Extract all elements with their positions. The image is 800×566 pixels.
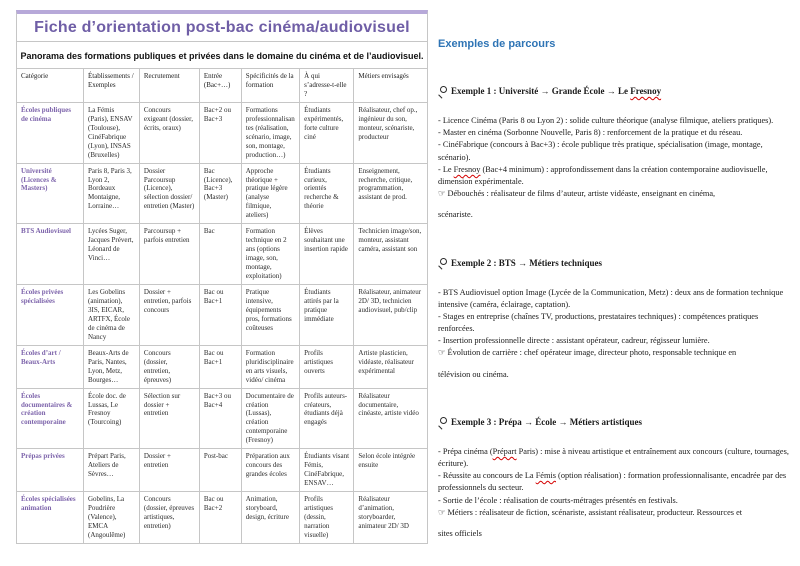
table-cell: Élèves souhaitant une insertion rapide (300, 224, 354, 285)
table-cell: Concours (dossier, entretien, épreuves) (139, 345, 199, 388)
example-paragraph: - Insertion professionnelle directe : assistant opérateur, cadreur, régisseur lumière. (438, 336, 710, 346)
table-cell: Prépart Paris, Ateliers de Sèvres… (83, 449, 139, 492)
table-cell: Dossier Parcoursup (Licence), sélection dossier/ entretien (Master) (139, 163, 199, 224)
header-cell: À qui s’adresse-t-elle ? (300, 69, 354, 103)
example-title: Exemple 1 : Université → Grande École → Le Fresnoy (438, 86, 794, 96)
example-paragraph: sites officiels (438, 528, 482, 538)
table-cell: Les Gobelins (animation), 3IS, EICAR, ARTFX, École de cinéma de Nancy (83, 285, 139, 346)
table-cell: Lycées Suger, Jacques Prévert, Léonard de Vinci… (83, 224, 139, 285)
examples-panel (438, 32, 794, 540)
table-cell: Étudiants expérimentés, forte culture ciné (300, 102, 354, 163)
category-cell: Prépas privées (17, 449, 84, 492)
table-cell: Bac+3 ou Bac+4 (199, 388, 241, 449)
sheet-title-box (16, 10, 428, 41)
table-row (17, 285, 428, 346)
header-cell: Recrutement (139, 69, 199, 103)
table-cell: Formation technique en 2 ans (options image, son, montage, exploitation) (241, 224, 299, 285)
table-cell: Concours (dossier, épreuves artistiques, entretien) (139, 492, 199, 544)
misspelled-word: Prépart (492, 446, 517, 456)
table-cell: Animation, storyboard, design, écriture (241, 492, 299, 544)
examples-heading: Exemples de parcours (438, 38, 556, 50)
table-cell: La Fémis (Paris), ENSAV (Toulouse), CinéFabrique (Lyon), INSAS (Bruxelles) (83, 102, 139, 163)
header-cell: Métiers envisagés (354, 69, 428, 103)
table-row (17, 345, 428, 388)
table-cell: Étudiants visant Fémis, CinéFabrique, ENSAV… (300, 449, 354, 492)
header-cell: Établissements / Exemples (83, 69, 139, 103)
table-cell: Gobelins, La Poudrière (Valence), EMCA (Angoulême) (83, 492, 139, 544)
table-cell: Concours exigeant (dossier, écrits, oraux) (139, 102, 199, 163)
table-cell: Réalisateur, animateur 2D/ 3D, technicien audiovisuel, pub/clip (354, 285, 428, 346)
table-cell: Paris 8, Paris 3, Lyon 2, Bordeaux Montaigne, Lorraine… (83, 163, 139, 224)
table-cell: École doc. de Lussas, Le Fresnoy (Tourcoing) (83, 388, 139, 449)
orientation-table (16, 68, 428, 544)
example-paragraph: - Stages en entreprise (chaînes TV, productions, prestataires techniques) : compétences pratiques renforcées. (438, 311, 759, 334)
table-cell: Beaux-Arts de Paris, Nantes, Lyon, Metz, Bourges… (83, 345, 139, 388)
table-cell: Étudiants curieux, orientés recherche & théorie (300, 163, 354, 224)
table-cell: Bac+2 ou Bac+3 (199, 102, 241, 163)
example-paragraph: - Le Fresnoy (Bac+4 minimum) : approfondissement dans la création contemporaine audiovisuelle, dimension expérimentale. (438, 164, 768, 186)
example-paragraphs (438, 115, 794, 222)
example-section (438, 86, 794, 222)
sheet-subtitle: Panorama des formations publiques et privées dans le domaine du cinéma et de l’audiovisuel. (20, 51, 424, 61)
table-cell: Enseignement, recherche, critique, programmation, assistant de prod. (354, 163, 428, 224)
orientation-sheet (16, 10, 428, 544)
magnifier-icon (438, 86, 447, 95)
magnifier-icon (438, 417, 447, 426)
table-cell: Bac ou Bac+2 (199, 492, 241, 544)
category-cell: Université (Licences & Masters) (17, 163, 84, 224)
table-cell: Selon école intégrée ensuite (354, 449, 428, 492)
category-cell: Écoles privées spécialisées (17, 285, 84, 346)
example-paragraph: - Licence Cinéma (Paris 8 ou Lyon 2) : solide culture théorique (analyse filmique, ateliers pratiques). (438, 116, 774, 125)
example-paragraphs (438, 446, 794, 540)
table-cell: Bac ou Bac+1 (199, 345, 241, 388)
table-cell: Réalisateur, chef op., ingénieur du son, monteur, scénariste, producteur (354, 102, 428, 163)
example-paragraphs (438, 287, 794, 381)
category-cell: BTS Audiovisuel (17, 224, 84, 285)
table-cell: Préparation aux concours des grandes écoles (241, 449, 299, 492)
magnifier-icon (438, 258, 447, 267)
example-paragraph: scénariste. (438, 210, 473, 220)
table-row (17, 163, 428, 224)
table-cell: Bac ou Bac+1 (199, 285, 241, 346)
table-cell: Profils artistiques ouverts (300, 345, 354, 388)
category-cell: Écoles documentaires & création contemporaine (17, 388, 84, 449)
table-cell: Formation pluridisciplinaire en arts visuels, vidéo/ cinéma (241, 345, 299, 388)
examples-sections (438, 86, 794, 540)
page-title: Fiche d’orientation post-bac cinéma/audiovisuel (34, 19, 410, 36)
category-cell: Écoles d’art / Beaux-Arts (17, 345, 84, 388)
misspelled-word: Fresnoy (453, 164, 481, 174)
table-cell: Post-bac (199, 449, 241, 492)
table-cell: Profils auteurs-créateurs, étudiants déjà engagés (300, 388, 354, 449)
example-paragraph: ☞ Métiers : réalisateur de fiction, scénariste, assistant réalisateur, producteur. Ressources et (438, 507, 743, 517)
table-cell: Technicien image/son, monteur, assistant caméra, assistant son (354, 224, 428, 285)
table-row (17, 449, 428, 492)
table-cell: Parcoursup + parfois entretien (139, 224, 199, 285)
table-header-row (17, 69, 428, 103)
example-paragraph: - Sortie de l’école : réalisation de courts-métrages présentés en festivals. (438, 495, 678, 505)
table-cell: Dossier + entretien (139, 449, 199, 492)
table-cell: Documentaire de création (Lussas), création contemporaine (Fresnoy) (241, 388, 299, 449)
table-cell: Profils artistiques (dessin, narration visuelle) (300, 492, 354, 544)
table-cell: Dossier + entretien, parfois concours (139, 285, 199, 346)
header-cell: Entrée (Bac+…) (199, 69, 241, 103)
example-section (438, 258, 794, 381)
example-paragraph: - Master en cinéma (Sorbonne Nouvelle, Paris 8) : renforcement de la pratique et du réseau. (438, 128, 743, 138)
sheet-subtitle-box (16, 41, 428, 68)
example-paragraph: - Réussite au concours de La Fémis (option réalisation) : formation professionnalisante, encadrée par des professionnels du secteur. (438, 471, 787, 493)
example-paragraph: - CinéFabrique (concours à Bac+3) : école publique très pratique, spécialisation (image, montage, scénario). (438, 140, 763, 162)
table-cell: Bac (199, 224, 241, 285)
table-cell: Artiste plasticien, vidéaste, réalisateur expérimental (354, 345, 428, 388)
category-cell: Écoles publiques de cinéma (17, 102, 84, 163)
example-paragraph: télévision ou cinéma. (438, 369, 509, 379)
table-row (17, 388, 428, 449)
category-cell: Écoles spécialisées animation (17, 492, 84, 544)
table-cell: Pratique intensive, équipements pros, formations coûteuses (241, 285, 299, 346)
table-cell: Réalisateur d’animation, storyboarder, animateur 2D/ 3D (354, 492, 428, 544)
table-cell: Réalisateur documentaire, cinéaste, artiste vidéo (354, 388, 428, 449)
table-cell: Bac (Licence), Bac+3 (Master) (199, 163, 241, 224)
table-cell: Formations professionnalisantes (réalisation, scénario, image, son, montage, production…) (241, 102, 299, 163)
table-cell: Approche théorique + pratique légère (analyse filmique, ateliers) (241, 163, 299, 224)
example-paragraph: ☞ Débouchés : réalisateur de films d’auteur, artiste vidéaste, enseignant en cinéma, (438, 189, 716, 199)
misspelled-word: Fresnoy (630, 86, 662, 96)
misspelled-word: Fémis (535, 471, 556, 481)
example-paragraph: ☞ Évolution de carrière : chef opérateur image, directeur photo, responsable technique en (438, 348, 737, 358)
example-title: Exemple 2 : BTS → Métiers techniques (438, 258, 794, 268)
example-title: Exemple 3 : Prépa → École → Métiers artistiques (438, 417, 794, 427)
table-row (17, 492, 428, 544)
header-cell: Catégorie (17, 69, 84, 103)
example-paragraph: - BTS Audiovisuel option Image (Lycée de la Communication, Metz) : deux ans de formation technique intensive (caméra, éclairage, captation). (438, 287, 784, 309)
table-cell: Étudiants attirés par la pratique immédiate (300, 285, 354, 346)
header-cell: Spécificités de la formation (241, 69, 299, 103)
table-row (17, 102, 428, 163)
example-section (438, 417, 794, 540)
table-cell: Sélection sur dossier + entretien (139, 388, 199, 449)
example-paragraph: - Prépa cinéma (Prépart Paris) : mise à niveau artistique et entraînement aux concours (culture, tournages, écriture). (438, 446, 789, 468)
table-row (17, 224, 428, 285)
